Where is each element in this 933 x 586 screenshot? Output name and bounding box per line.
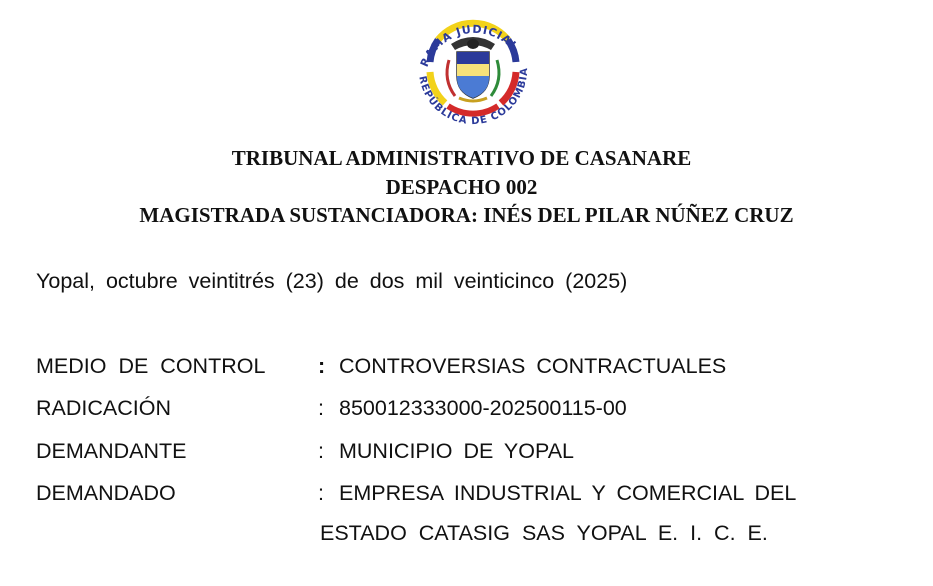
demandado-value-line-2: ESTADO CATASIG SAS YOPAL E. I. C. E. [320, 521, 768, 545]
radicacion-label: RADICACIÓN [36, 396, 171, 420]
medio-de-control-value: CONTROVERSIAS CONTRACTUALES [339, 354, 727, 378]
svg-text:RAMA JUDICIAL: RAMA JUDICIAL [417, 22, 521, 69]
field-separator: : [318, 396, 324, 420]
court-name-heading: TRIBUNAL ADMINISTRATIVO DE CASANARE [231, 146, 692, 170]
coat-of-arms-icon [447, 37, 499, 101]
office-heading: DESPACHO 002 [385, 175, 538, 199]
field-separator: : [318, 481, 324, 505]
svg-text:REPÚBLICA DE COLOMBIA: REPÚBLICA DE COLOMBIA [416, 66, 531, 128]
field-separator: : [318, 439, 324, 463]
demandante-label: DEMANDANTE [36, 439, 187, 463]
demandado-label: DEMANDADO [36, 481, 176, 505]
rama-judicial-seal-logo [403, 0, 543, 142]
medio-de-control-label: MEDIO DE CONTROL [36, 354, 266, 378]
date-line: Yopal, octubre veintitrés (23) de dos mil veinticinco (2025) [36, 269, 628, 293]
field-separator: : [318, 354, 326, 378]
magistrate-heading: MAGISTRADA SUSTANCIADORA: INÉS DEL PILAR NÚÑEZ CRUZ [139, 203, 794, 227]
demandado-value-line-1: EMPRESA INDUSTRIAL Y COMERCIAL DEL [339, 481, 797, 505]
demandante-value: MUNICIPIO DE YOPAL [339, 439, 575, 463]
radicacion-value: 850012333000-202500115-00 [339, 396, 627, 420]
